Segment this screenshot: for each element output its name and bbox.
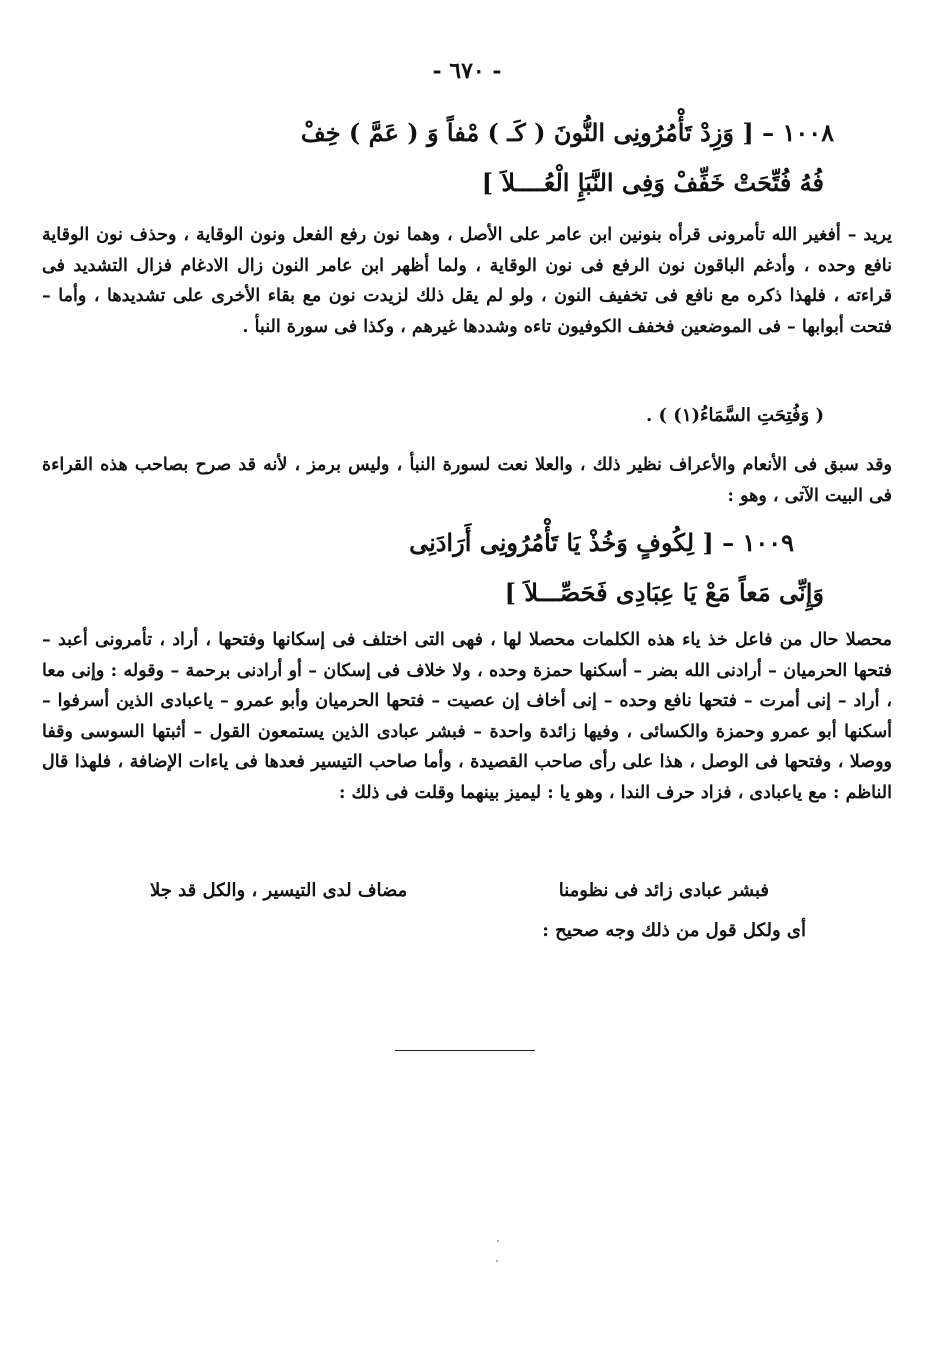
scan-speck <box>497 1240 499 1242</box>
commentary-1009-paragraph: محصلا حال من فاعل خذ ياء هذه الكلمات محصلا لها ، فهى التى اختلف فى إسكانها وفتحها ، أراد ، تأمرونى أعبد – فتحها الحرميان – أرادنى الله بضر – أسكنها حمزة وحده ، ولا خلاف فى إسكان – أو أرادنى برحمة – وقوله : وإنى معا ، أراد – إنى أمرت – فتحها نافع وحده – إنى أخاف إن عصيت – فتحها الحرميان وأبو عمرو – ياعبادى الذين أسرفوا – أسكنها أبو عمرو وحمزة والكسائى ، وفيها زائدة واحدة – فبشر عبادى الذين يستمعون القول – أثبتها السوسى وقفا ووصلا ، وفتحها فى الوصل ، هذا على رأى صاحب القصيدة ، وأما صاحب التيسير فعدها فى ياءات الإضافة ، فلهذا قال الناظم : مع ياعبادى ، فزاد حرف الندا ، وهو يا : ليميز بينهما وقلت فى ذلك : <box>42 630 892 803</box>
verse-1009-line-2: وَإِنِّى مَعاً مَعْ يَا عِبَادِى فَحَصِّـــلاَ ] <box>504 578 824 607</box>
closing-line: أى ولكل قول من ذلك وجه صحيح : <box>542 920 806 941</box>
commentary-2 <box>42 450 892 511</box>
verse-1008-line-1: ١٠٠٨ – [ وَزِدْ تَأْمُرُونِى النُّونَ ( كَـ ) مْفاً وَ ( عَمَّ ) خِفْ <box>300 118 834 147</box>
poem-left-half: مضاف لدى التيسير ، والكل قد جلا <box>150 880 408 901</box>
bottom-divider <box>395 1050 535 1051</box>
commentary-1008 <box>42 220 892 342</box>
poem-right-half: فبشر عبادى زائد فى نظومنا <box>558 880 769 901</box>
commentary-2-paragraph: وقد سبق فى الأنعام والأعراف نظير ذلك ، والعلا نعت لسورة النبأ ، وليس برمز ، لأنه قد صرح بصاحب هذه القراءة فى البيت الآتى ، وهو : <box>42 455 892 506</box>
scan-speck <box>496 1260 498 1262</box>
verse-1009-line-1: ١٠٠٩ – [ لِكُوفٍ وَخُذْ يَا تَأْمُرُونِى أَرَادَنِى <box>409 528 794 557</box>
quoted-verse: ( وَفُتِحَتِ السَّمَاءُ(١) ) . <box>645 405 824 426</box>
commentary-1009 <box>42 625 892 808</box>
commentary-1008-paragraph: يريد – أفغير الله تأمرونى قرأه بنونين ابن عامر على الأصل ، وهما نون رفع الفعل ونون الوقاية ، وحذف نون الوقاية نافع وحده ، وأدغم الباقون نون الرفع فى نون الوقاية ، ولما أظهر ابن عامر النون زال الادغام فزال التشديد فى قراءته ، فلهذا ذكره مع نافع فى تخفيف النون ، ولو لم يقل ذلك لزيدت نون مع بقاء الأخرى على تشديدها ، وأما – فتحت أبوابها – فى الموضعين فخفف الكوفيون تاءه وشددها غيرهم ، وكذا فى سورة النبأ . <box>42 225 892 337</box>
page-number: - ٦٧٠ - <box>432 58 502 84</box>
verse-1008-line-2: فُهُ فُتِّحَتْ خَفِّفْ وَفِى النَّبَإِ الْعُــــلاَ ] <box>481 168 824 197</box>
